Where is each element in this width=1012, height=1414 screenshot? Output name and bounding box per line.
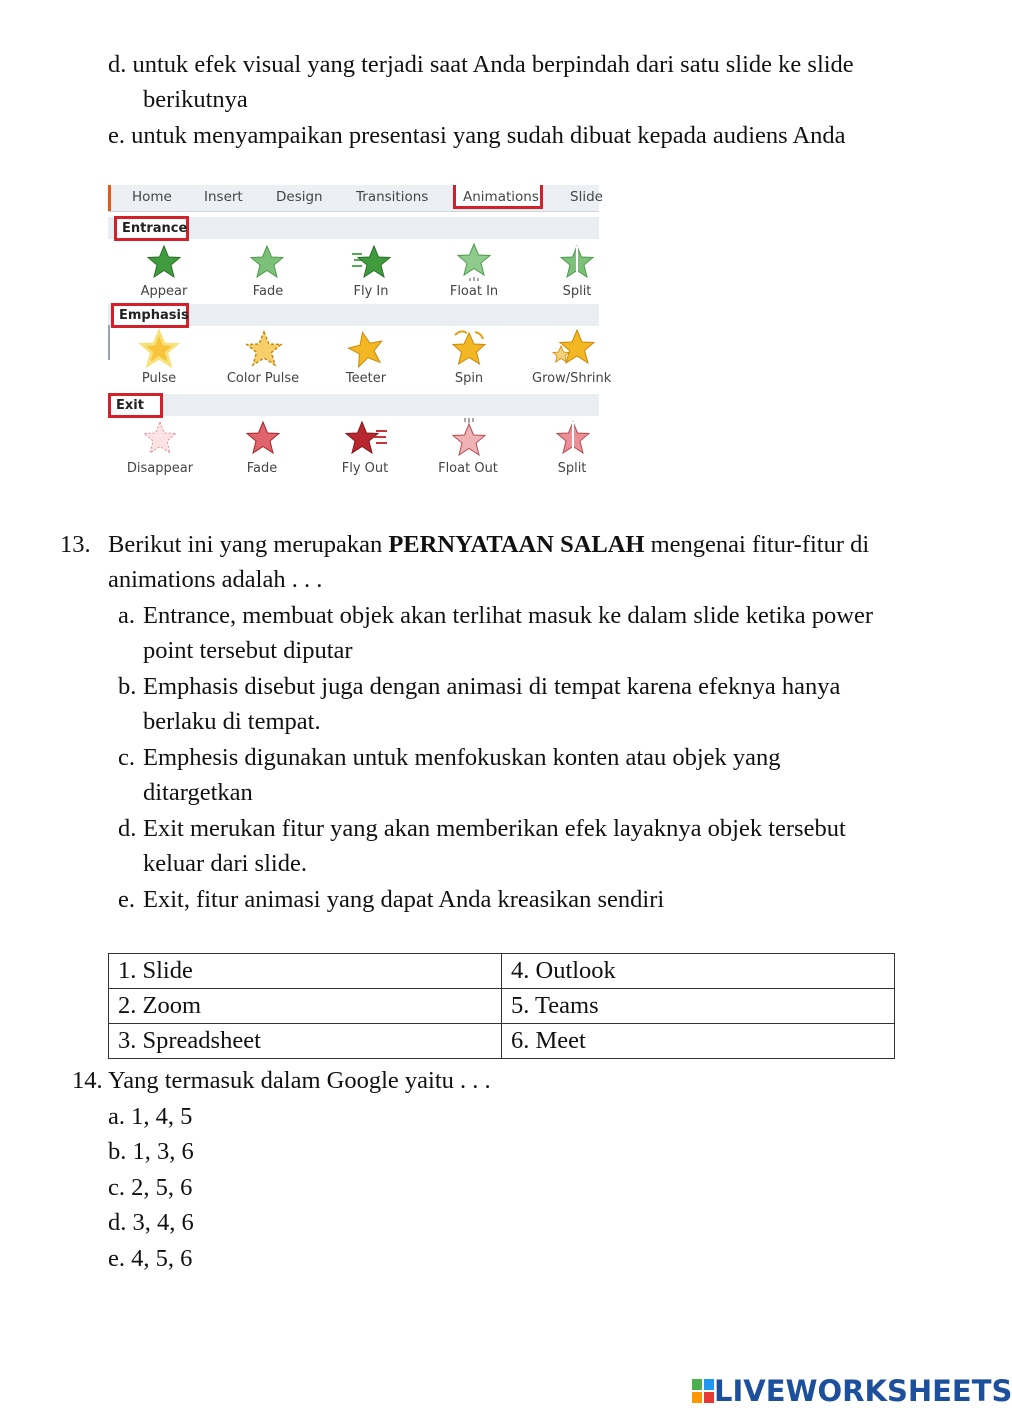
option-label: a.: [118, 602, 135, 629]
disappear-star-icon: [142, 420, 178, 456]
effect-teeter[interactable]: Teeter: [345, 371, 387, 386]
option-label: d.: [118, 815, 137, 842]
effect-spin[interactable]: Spin: [454, 371, 484, 386]
entrance-heading: Entrance: [114, 216, 189, 241]
option-label: c.: [118, 744, 135, 771]
q14-option-b[interactable]: b. 1, 3, 6: [108, 1138, 194, 1165]
q14-stem: Yang termasuk dalam Google yaitu . . .: [108, 1067, 491, 1094]
float-in-star-icon: [456, 242, 492, 282]
apps-table: [108, 953, 895, 1059]
effect-disappear[interactable]: Disappear: [126, 461, 194, 476]
q13-option-e-text: Exit, fitur animasi yang dapat Anda kreasikan sendiri: [143, 886, 665, 913]
option-text: untuk menyampaikan presentasi yang sudah dibuat kepada audiens Anda: [131, 122, 846, 149]
effect-color-pulse[interactable]: Color Pulse: [226, 371, 300, 386]
fly-in-star-icon: [352, 244, 392, 280]
q14-option-d[interactable]: d. 3, 4, 6: [108, 1209, 194, 1236]
q13-option-b-text2: berlaku di tempat.: [143, 708, 321, 735]
tab-insert[interactable]: Insert: [204, 189, 243, 205]
liveworksheets-logo[interactable]: [692, 1373, 1012, 1409]
option-label: e.: [118, 886, 135, 913]
fade-out-star-icon: [245, 420, 281, 456]
q14-option-a[interactable]: a. 1, 4, 5: [108, 1103, 193, 1130]
table-cell: 1. Slide: [109, 954, 502, 989]
intro-option-e: [108, 121, 846, 151]
option-text: untuk efek visual yang terjadi saat Anda berpindah dari satu slide ke slide: [132, 51, 854, 78]
q13-stem-bold: PERNYATAAN SALAH: [388, 531, 645, 558]
color-pulse-star-icon: [245, 330, 283, 368]
q13-option-a-text2: point tersebut diputar: [143, 637, 353, 664]
table-cell: 4. Outlook: [502, 954, 895, 989]
q13-option-c-text2: ditargetkan: [143, 779, 253, 806]
exit-heading: Exit: [108, 393, 163, 418]
effect-fly-out[interactable]: Fly Out: [341, 461, 389, 476]
tab-animations[interactable]: Animations: [463, 189, 539, 205]
effect-fly-in[interactable]: Fly In: [353, 284, 389, 299]
table-cell: 5. Teams: [502, 989, 895, 1024]
option-label: d.: [108, 51, 127, 78]
ribbon-accent: [108, 185, 111, 211]
tab-transitions[interactable]: Transitions: [356, 189, 429, 205]
intro-option-d: [108, 50, 854, 80]
effect-split-in[interactable]: Split: [562, 284, 592, 299]
effect-appear[interactable]: Appear: [140, 284, 188, 299]
table-cell: 2. Zoom: [109, 989, 502, 1024]
q13-stem-line2: animations adalah . . .: [108, 566, 323, 593]
q13-stem-text-end: mengenai fitur-fitur di: [644, 531, 870, 558]
table-cell: 3. Spreadsheet: [109, 1024, 502, 1059]
q13-option-a[interactable]: [118, 601, 135, 631]
teeter-star-icon: [346, 329, 386, 369]
split-out-star-icon: [555, 420, 591, 456]
option-label: b.: [118, 673, 137, 700]
effect-fade-in[interactable]: Fade: [252, 284, 284, 299]
q14-number: 14.: [72, 1067, 103, 1094]
table-row: [109, 1024, 895, 1059]
effect-float-in[interactable]: Float In: [449, 284, 499, 299]
table-row: [109, 989, 895, 1024]
emphasis-heading: Emphasis: [111, 303, 189, 328]
q13-option-d-text: Exit merukan fitur yang akan memberikan efek layaknya objek tersebut: [143, 815, 846, 842]
q13-option-b-text: Emphasis disebut juga dengan animasi di tempat karena efeknya hanya: [143, 673, 841, 700]
divider: [108, 325, 110, 360]
q13-option-b[interactable]: [118, 672, 136, 702]
q13-option-a-text: Entrance, membuat objek akan terlihat masuk ke dalam slide ketika power: [143, 602, 873, 629]
intro-option-d-cont: berikutnya: [143, 86, 248, 113]
split-in-star-icon: [559, 244, 595, 280]
option-label: e.: [108, 122, 125, 149]
table-cell: 6. Meet: [502, 1024, 895, 1059]
effect-fade-out[interactable]: Fade: [246, 461, 278, 476]
float-out-star-icon: [451, 418, 487, 458]
fade-in-star-icon: [249, 244, 285, 280]
q13-option-e[interactable]: [118, 885, 135, 915]
q13-option-c[interactable]: [118, 743, 135, 773]
liveworksheets-mark-icon: [692, 1379, 714, 1403]
effect-grow-shrink[interactable]: Grow/Shrink: [532, 371, 612, 386]
q13-option-d[interactable]: [118, 814, 136, 844]
exit-band: [108, 394, 599, 416]
effect-pulse[interactable]: Pulse: [141, 371, 177, 386]
appear-star-icon: [146, 244, 182, 280]
q14-option-c[interactable]: c. 2, 5, 6: [108, 1174, 193, 1201]
spin-star-icon: [449, 327, 489, 369]
logo-text: LIVEWORKSHEETS: [714, 1374, 1012, 1408]
fly-out-star-icon: [344, 420, 388, 456]
q13-option-c-text: Emphesis digunakan untuk menfokuskan konten atau objek yang: [143, 744, 781, 771]
q13-stem-text: Berikut ini yang merupakan: [108, 531, 389, 558]
tab-design[interactable]: Design: [276, 189, 323, 205]
pulse-star-icon: [140, 330, 178, 368]
animations-ribbon-image: [108, 185, 612, 485]
tab-home[interactable]: Home: [132, 189, 172, 205]
effect-split-out[interactable]: Split: [557, 461, 587, 476]
q14-option-e[interactable]: e. 4, 5, 6: [108, 1245, 193, 1272]
tab-slide[interactable]: Slide: [570, 189, 603, 205]
q13-number: 13.: [60, 531, 91, 558]
table-row: [109, 954, 895, 989]
grow-shrink-star-icon: [551, 328, 595, 368]
q13-option-d-text2: keluar dari slide.: [143, 850, 307, 877]
effect-float-out[interactable]: Float Out: [438, 461, 498, 476]
q13-stem: [108, 530, 869, 560]
